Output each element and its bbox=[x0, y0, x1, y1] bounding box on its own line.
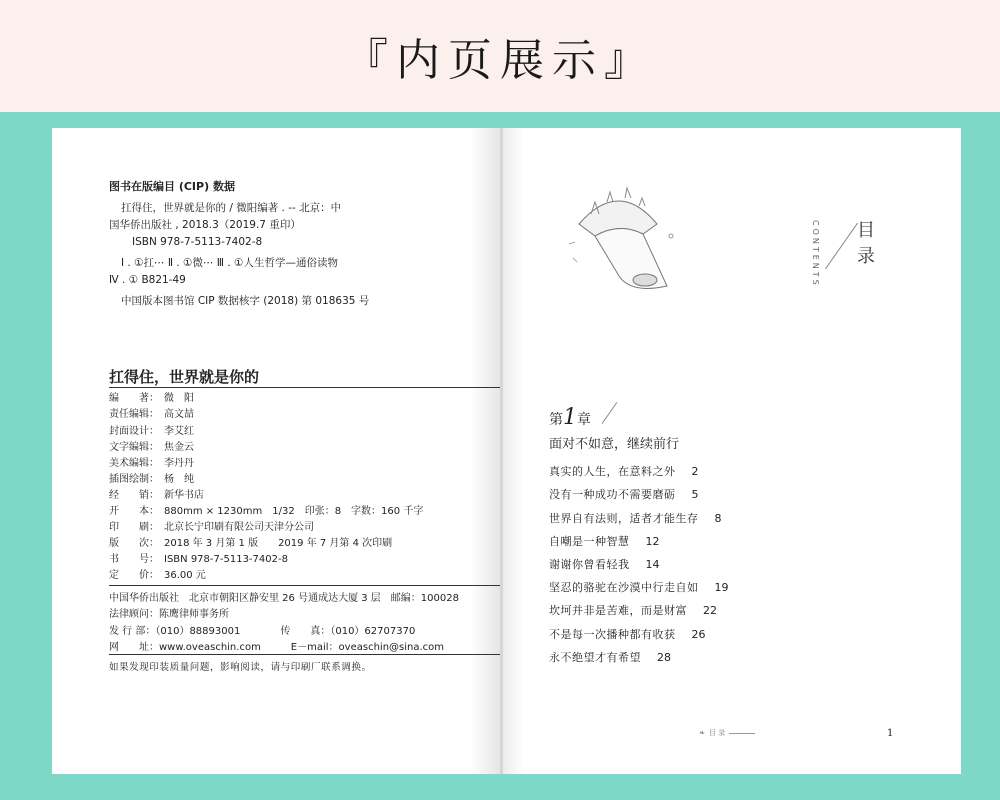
info-row: 印 刷： 北京长宁印刷有限公司天津分公司 bbox=[109, 522, 314, 533]
divider bbox=[109, 654, 507, 655]
leaf-icon: ❧ bbox=[699, 729, 705, 737]
sketch-illustration-icon bbox=[559, 184, 679, 296]
info-row: 插图绘制： 杨 纯 bbox=[109, 474, 194, 485]
publisher-line: 法律顾问：陈鹰律师事务所 bbox=[109, 609, 229, 620]
cip-line: 国华侨出版社 , 2018.3（2019.7 重印） bbox=[109, 219, 301, 231]
right-page bbox=[503, 128, 961, 774]
left-page bbox=[52, 128, 500, 774]
left-gutter-shadow bbox=[470, 128, 500, 774]
toc-item[interactable]: 真实的人生，在意料之外 2 bbox=[549, 465, 699, 478]
right-gutter-shadow bbox=[503, 128, 523, 774]
toc-item[interactable]: 没有一种成功不需要磨砺 5 bbox=[549, 488, 699, 501]
info-row: 经 销： 新华书店 bbox=[109, 490, 204, 501]
cip-line: 中国版本图书馆 CIP 数据核字 (2018) 第 018635 号 bbox=[121, 295, 370, 307]
info-row: 封面设计： 李艾红 bbox=[109, 426, 194, 437]
info-row: 编 著： 微 阳 bbox=[109, 393, 194, 404]
cip-line: Ⅰ . ①扛⋯ Ⅱ . ①微⋯ Ⅲ . ①人生哲学—通俗读物 bbox=[121, 257, 338, 269]
chapter-title: 面对不如意，继续前行 bbox=[549, 437, 680, 452]
divider bbox=[109, 387, 507, 388]
toc-item[interactable]: 谢谢你曾看轻我 14 bbox=[549, 558, 660, 571]
toc-item[interactable]: 永不绝望才有希望 28 bbox=[549, 651, 671, 664]
publisher-line: 中国华侨出版社 北京市朝阳区静安里 26 号通成达大厦 3 层 邮编：100028 bbox=[109, 593, 459, 604]
info-row: 美术编辑： 李丹丹 bbox=[109, 458, 194, 469]
publisher-line: 网 址：www.oveaschin.com E－mail：oveaschin@sina.com bbox=[109, 642, 445, 653]
page-number: 1 bbox=[887, 728, 894, 739]
footer-mark: ❧ 目 录 bbox=[699, 728, 755, 738]
toc-item[interactable]: 不是每一次播种都有收获 26 bbox=[549, 628, 706, 641]
publisher-line: 发 行 部：（010）88893001 传 真：（010）62707370 bbox=[109, 626, 416, 637]
chapter-label: 第1章 bbox=[549, 405, 591, 430]
decorative-slash bbox=[602, 402, 618, 424]
info-row: 版 次： 2018 年 3 月第 1 版 2019 年 7 月第 4 次印刷 bbox=[109, 538, 393, 549]
toc-item[interactable]: 世界自有法则，适者才能生存 8 bbox=[549, 512, 722, 525]
info-row: 责任编辑： 高文喆 bbox=[109, 409, 194, 420]
divider bbox=[109, 585, 507, 586]
banner-title: 『内页展示』 bbox=[344, 35, 656, 86]
quality-note: 如果发现印装质量问题，影响阅读，请与印刷厂联系调换。 bbox=[109, 662, 372, 673]
info-row: 文字编辑： 焦金云 bbox=[109, 442, 194, 453]
cip-line: ISBN 978-7-5113-7402-8 bbox=[132, 236, 263, 248]
cip-line: 扛得住，世界就是你的 / 微阳编著 . -- 北京：中 bbox=[121, 202, 342, 214]
cip-header: 图书在版编目 (CIP) 数据 bbox=[109, 180, 235, 193]
info-row: 书 号： ISBN 978-7-5113-7402-8 bbox=[109, 554, 288, 565]
toc-item[interactable]: 坎坷并非是苦难，而是财富 22 bbox=[549, 604, 717, 617]
footer-line bbox=[729, 733, 755, 734]
book-title: 扛得住，世界就是你的 bbox=[109, 368, 260, 386]
decorative-slash bbox=[825, 223, 858, 269]
info-row: 开 本： 880mm × 1230mm 1/32 印张：8 字数：160 千字 bbox=[109, 506, 424, 517]
banner bbox=[0, 0, 1000, 112]
contents-title: 目 录 bbox=[857, 220, 875, 267]
cip-line: Ⅳ . ① B821-49 bbox=[109, 274, 186, 286]
toc-item[interactable]: 自嘲是一种智慧 12 bbox=[549, 535, 660, 548]
toc-item[interactable]: 坚忍的骆驼在沙漠中行走自如 19 bbox=[549, 581, 729, 594]
contents-label-en: CONTENTS bbox=[811, 220, 820, 288]
info-row: 定 价： 36.00 元 bbox=[109, 570, 206, 581]
